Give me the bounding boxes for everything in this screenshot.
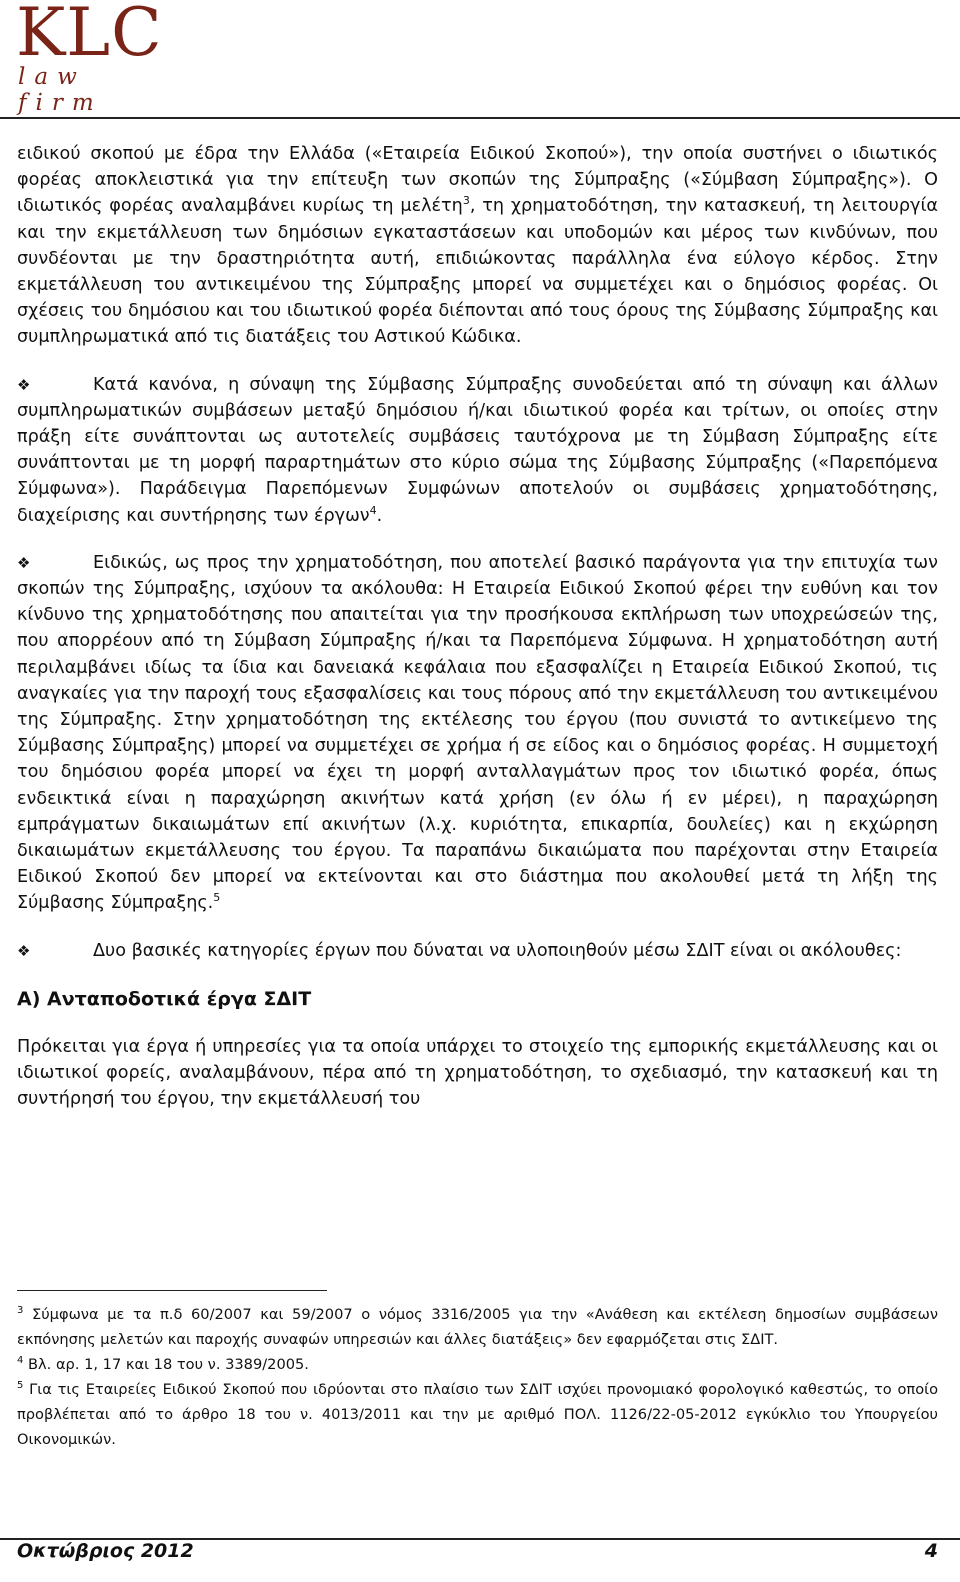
footnote-3: $^3$ Σύμφωνα με τα π.δ 60/2007 και 59/2007 ο νόμος 3316/2005 για την «Ανάθεση και εκτέλεση δημοσίων συμβάσεων εκπόνησης μελετών και παροχής συναφών υπηρεσιών και άλλες διατάξεις» δεν εφαρμόζεται στις ΣΔΙΤ.	[17, 1305, 938, 1348]
bullet-paragraph-2: ❖ Κατά κανόνα, η σύναψη της Σύμβασης Σύμπραξης συνοδεύεται από τη σύναψη και άλλων συμπληρωματικών συμβάσεων μεταξύ δημόσιου ή/και ιδιωτικού φορέα και τρίτων, οι οποίες στην πράξη είτε συνάπτονται ως αυτοτελείς συμβάσεις ταυτόχρονα με τη Σύμβαση Σύμπραξης είτε συνάπτονται με τη μορφή παραρτημάτων στο κύριο σώμα της Σύμβασης Σύμπραξης («Παρεπόμενα Σύμφωνα»). Παράδειγμα Παρεπόμενων Συμφώνων αποτελούν οι συμβάσεις χρηματοδότησης, διαχείρισης και συντήρησης των έργων$^4$.	[17, 374, 938, 526]
paragraph-5: Πρόκειται για έργα ή υπηρεσίες για τα οποία υπάρχει το στοιχείο της εμπορικής εκμετάλλευσης και οι ιδιωτικοί φορείς, αναλαμβάνουν, πέρα από τη χρηματοδότηση, το σχεδιασμό, την κατασκευή και τη συντήρησή του έργου, την εκμετάλλευσή του	[17, 1036, 938, 1110]
page-number: 4	[924, 1540, 938, 1562]
footnote-ref-5[interactable]: 5	[213, 891, 221, 905]
firm-logo	[16, 0, 176, 116]
footnote-ref-4[interactable]: 4	[369, 503, 377, 517]
footnotes	[17, 1302, 938, 1452]
diamond-bullet-icon: ❖	[17, 553, 31, 572]
document-body	[17, 141, 938, 1113]
footnote-4: $^4$ Βλ. αρ. 1, 17 και 18 του ν. 3389/2005.	[17, 1355, 309, 1373]
footnote-5: $^5$ Για τις Εταιρείες Ειδικού Σκοπού που ιδρύονται στο πλαίσιο των ΣΔΙΤ ισχύει προνομιακό φορολογικό καθεστώς, το οποίο προβλέπεται από το άρθρο 18 του ν. 4013/2011 και την με αριθμό ΠΟΛ. 1126/22-05-2012 εγκύκλιο του Υπουργείου Οικονομικών.	[17, 1380, 938, 1448]
logo-mark: KLC	[16, 0, 163, 71]
section-heading-a: Α) Ανταποδοτικά έργα ΣΔΙΤ	[17, 987, 312, 1010]
logo-subtitle: law firm	[18, 64, 103, 116]
bullet-paragraph-3: ❖ Ειδικώς, ως προς την χρηματοδότηση, που αποτελεί βασικό παράγοντα για την επιτυχία των σκοπών της Σύμπραξης, ισχύουν τα ακόλουθα: Η Εταιρεία Ειδικού Σκοπού φέρει την ευθύνη και τον κίνδυνο της χρηματοδότησης που απαιτείται για την προσήκουσα εκπλήρωση των υποχρεώσεών της, που απορρέουν από τη Σύμβαση Σύμπραξης ή/και τα Παρεπόμενα Σύμφωνα. Η χρηματοδότηση αυτή περιλαμβάνει ιδίως τα ίδια και δανειακά κεφάλαια που εξασφαλίζει η Εταιρεία Ειδικού Σκοπού, τις αναγκαίες για την παροχή τους εξασφαλίσεις και τους πόρους από την εκμετάλλευση του αντικειμένου της Σύμπραξης. Στην χρηματοδότηση της εκτέλεσης του έργου (που συνιστά το αντικείμενο της Σύμβασης Σύμπραξης) μπορεί να συμμετέχει σε χρήμα ή σε είδος και ο δημόσιος φορέας. Η συμμετοχή του δημόσιου φορέα μπορεί να έχει τη μορφή ανταλλαγμάτων προς τον ιδιωτικό φορέα, όπως ενδεικτικά είναι η παραχώρηση ακινήτων κατά χρήση (εν όλω ή εν μέρει), η παραχώρηση εμπράγματων δικαιωμάτων επί ακινήτων (λ.χ. κυριότητα, επικαρπία, δουλείες) και η εκχώρηση δικαιωμάτων εκμετάλλευσης του έργου. Τα παραπάνω δικαιώματα που παρέχονται στην Εταιρεία Ειδικού Σκοπού δεν μπορεί να εκτείνονται και στο διάστημα που ακολουθεί μετά τη λήξη της Σύμβασης Σύμπραξης.$^5$	[17, 552, 938, 914]
header-divider	[0, 117, 960, 119]
footnote-divider	[17, 1290, 327, 1291]
diamond-bullet-icon: ❖	[17, 941, 31, 960]
footer-date: Οκτώβριος 2012	[17, 1540, 194, 1562]
bullet-paragraph-4: ❖ Δυο βασικές κατηγορίες έργων που δύναται να υλοποιηθούν μέσω ΣΔΙΤ είναι οι ακόλουθες:	[17, 940, 902, 961]
diamond-bullet-icon: ❖	[17, 375, 31, 394]
paragraph-1: ειδικού σκοπού με έδρα την Ελλάδα («Εταιρεία Ειδικού Σκοπού»), την οποία συστήνει ο ιδιωτικός φορέας αποκλειστικά για την επίτευξη των σκοπών της Σύμπραξης («Σύμβαση Σύμπραξης»). Ο ιδιωτικός φορέας αναλαμβάνει κυρίως τη μελέτη$^3$, τη χρηματοδότηση, την κατασκευή, τη λειτουργία και την εκμετάλλευση των δημόσιων εγκαταστάσεων και υποδομών και μέρος των κινδύνων, που συνδέονται με την δραστηριότητα αυτή, επιδιώκοντας παράλληλα ένα εύλογο κέρδος. Στην εκμετάλλευση του αντικειμένου της Σύμπραξης μπορεί να συμμετέχει και ο δημόσιος φορέας. Οι σχέσεις του δημόσιου και του ιδιωτικού φορέα διέπονται από τους όρους της Σύμβασης Σύμπραξης και συμπληρωματικά από τις διατάξεις του Αστικού Κώδικα.	[17, 144, 938, 348]
footnote-ref-3[interactable]: 3	[462, 194, 470, 208]
